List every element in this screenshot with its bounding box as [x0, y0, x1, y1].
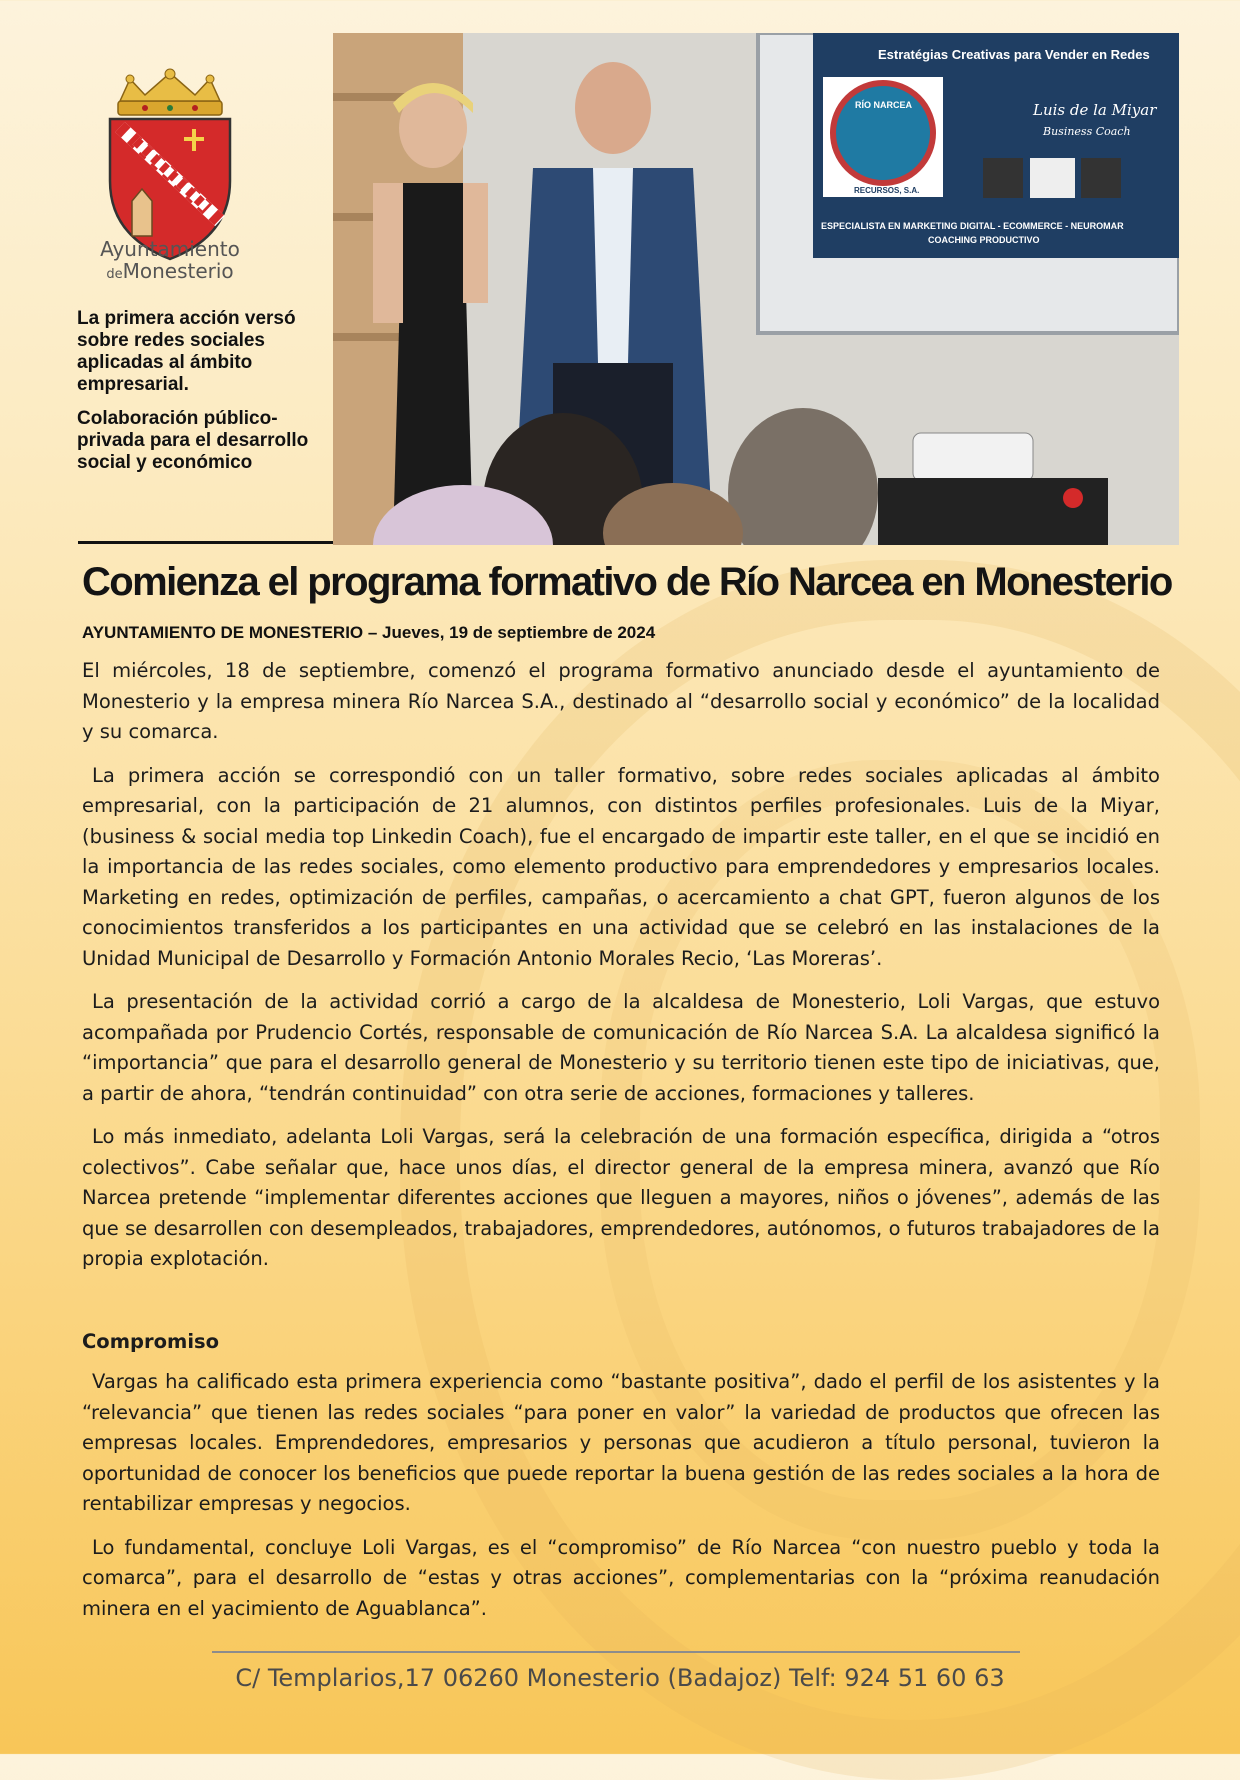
footer-divider — [212, 1651, 1020, 1653]
article-headline: Comienza el programa formativo de Río Narcea en Monesterio — [82, 560, 1172, 604]
article-paragraph-5: Vargas ha calificado esta primera experiencia como “bastante positiva”, dado el perfil de los asistentes y la “relevancia” que tienen las redes sociales “para poner en valor” la variedad de productos que ofrecen las empresas locales. Emprendedores, empresarios y personas que acudieron a título personal, tuvieron la oportunidad de conocer los beneficios que puede reportar la buena gestión de las redes sociales a la hora de rentabilizar empresas y negocios. — [82, 1370, 1160, 1515]
article-body — [82, 656, 1160, 1637]
footer-address: C/ Templarios,17 06260 Monesterio (Badajoz) Telf: 924 51 60 63 — [235, 1664, 1005, 1692]
event-photo — [333, 33, 1179, 545]
article-paragraph-2: La primera acción se correspondió con un taller formativo, sobre redes sociales aplicadas al ámbito empresarial, con la participación de 21 alumnos, con distintos perfiles profesionales. Luis de la Miyar, (business & social media top Linkedin Coach), fue el encargado de impartir este taller, en el que se incidió en la importancia de las redes sociales, como elemento productivo para emprendedores y empresarios locales. Marketing en redes, optimización de perfiles, campañas, o acercamiento a chat GPT, fueron algunos de los conocimientos transferidos a los participantes en una actividad que se celebró en las instalaciones de la Unidad Municipal de Desarrollo y Formación Antonio Morales Recio, ‘Las Moreras’. — [82, 763, 1160, 970]
slide-logo-text: RÍO NARCEA — [855, 100, 913, 110]
sidebar-divider — [78, 541, 336, 544]
crown-icon — [118, 69, 222, 115]
event-photo-illustration — [333, 33, 1179, 545]
rio-narcea-logo-icon — [833, 83, 933, 183]
article-paragraph-6: Lo fundamental, concluye Loli Vargas, es el “compromiso” de Río Narcea “con nuestro pueblo y toda la comarca”, para el desarrollo de “estas y otras acciones”, complementarias con la “próxima reanudación minera en el yacimiento de Aguablanca”. — [82, 1535, 1160, 1620]
article-paragraph-3: La presentación de la actividad corrió a cargo de la alcaldesa de Monesterio, Loli Vargas, que estuvo acompañada por Prudencio Cortés, responsable de comunicación de Río Narcea S.A. La alcaldesa significó la “importancia” que para el desarrollo general de Monesterio y su territorio tienen este tipo de iniciativas, que, a partir de ahora, “tendrán continuidad” con otra serie de acciones, formaciones y talleres. — [82, 990, 1160, 1105]
slide-coach-role: Business Coach — [1043, 125, 1131, 138]
logo-caption-line1: Ayuntamiento — [100, 237, 240, 261]
logo-caption-prefix: de — [106, 267, 123, 282]
article-dateline: AYUNTAMIENTO DE MONESTERIO – Jueves, 19 de septiembre de 2024 — [82, 623, 656, 642]
logo-caption-line2-row — [60, 260, 280, 286]
sidebar-captions — [77, 308, 317, 486]
slide-footer-2: COACHING PRODUCTIVO — [928, 235, 1040, 245]
article-paragraph-4: Lo más inmediato, adelanta Loli Vargas, será la celebración de una formación específica, dirigida a “otros colectivos”. Cabe señalar que, hace unos días, el director general de la empresa minera, avanzó que Río Narcea pretende “implementar diferentes acciones que lleguen a mayores, niños o jóvenes”, además de las que se desarrollen con desempleados, trabajadores, emprendedores, autónomos, o futuros trabajadores de la propia explotación. — [82, 1125, 1160, 1270]
slide-logo-sub: RECURSOS, S.A. — [854, 186, 920, 195]
sidebar-caption-1: La primera acción versó sobre redes sociales aplicadas al ámbito empresarial. — [77, 308, 296, 395]
logo-caption-line2: Monesterio — [122, 259, 234, 283]
sidebar-caption-2: Colaboración público-privada para el desarrollo social y económico — [77, 408, 309, 473]
slide-coach-name: Luis de la Miyar — [1033, 101, 1157, 119]
slide-title: Estratégias Creativas para Vender en Redes — [878, 47, 1150, 62]
article-subheading: Compromiso — [82, 1329, 220, 1353]
article-paragraph-1: El miércoles, 18 de septiembre, comenzó el programa formativo anunciado desde el ayuntamiento de Monesterio y la empresa minera Río Narcea S.A., destinado al “desarrollo social y económico” de la localidad y su comarca. — [82, 659, 1160, 743]
logo-caption — [60, 238, 280, 286]
slide-footer-1: ESPECIALISTA EN MARKETING DIGITAL - ECOMMERCE - NEUROMAR — [821, 221, 1124, 231]
